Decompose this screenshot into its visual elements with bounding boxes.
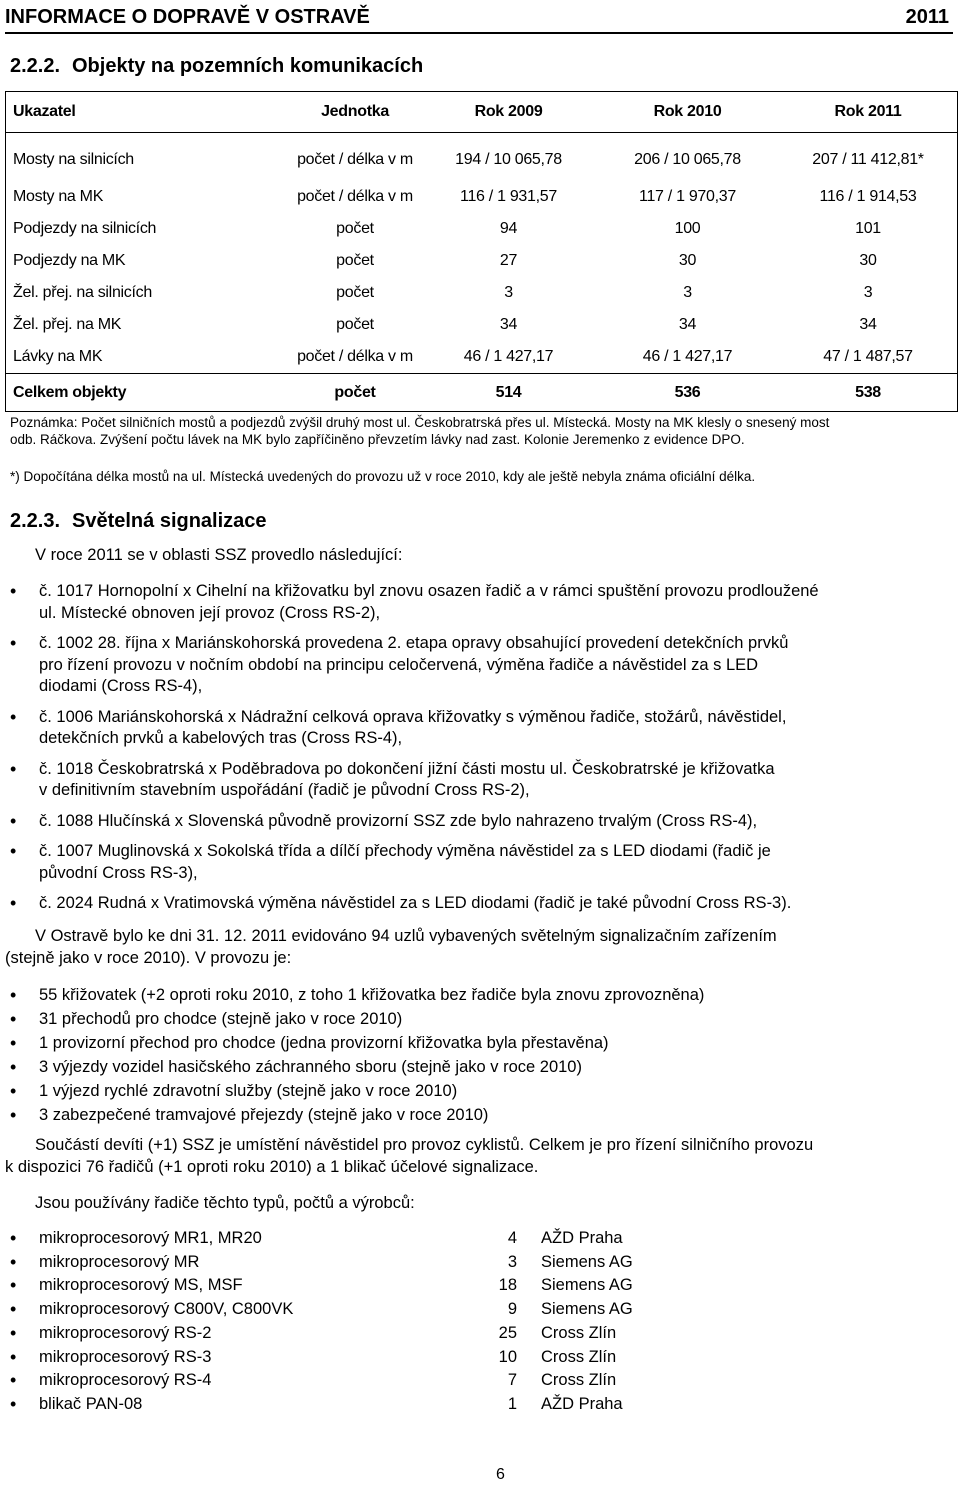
table-cell: 101	[855, 220, 881, 237]
table-cell: Žel. přej. na silnicích	[13, 284, 152, 301]
document-title: INFORMACE O DOPRAVĚ V OSTRAVĚ	[5, 6, 370, 28]
table-cell: 206 / 10 065,78	[634, 151, 741, 168]
list-item: • 55 křižovatek (+2 oproti roku 2010, z toho 1 křižovatka bez řadiče byla znovu zprovozněna)	[5, 983, 955, 1007]
controller-count: 9	[507, 1300, 517, 1319]
table-cell: Celkem objekty	[6, 374, 290, 412]
table-cell: 94	[499, 220, 518, 237]
table-row	[6, 277, 958, 309]
controller-maker: Siemens AG	[541, 1276, 633, 1295]
objects-table	[5, 91, 958, 412]
list-item-line: ul. Místecké obnoven její provoz (Cross RS-2),	[39, 603, 381, 622]
table-cell: Podjezdy na MK	[13, 252, 126, 269]
list-item	[5, 1251, 955, 1275]
section-title: Objekty na pozemních komunikacích	[72, 55, 424, 77]
section-title: Světelná signalizace	[72, 510, 267, 532]
list-item: • 31 přechodů pro chodce (stejně jako v roce 2010)	[5, 1007, 955, 1031]
types-intro: Jsou používány řadiče těchto typů, počtů a výrobců:	[35, 1194, 415, 1212]
table-cell: Mosty na silnicích	[13, 151, 134, 168]
paragraph-line: Součástí devíti (+1) SSZ je umístění návěstidel pro provoz cyklistů. Celkem je pro řízení silničního provozu	[35, 1136, 814, 1154]
table-row	[6, 245, 958, 277]
table-cell: 34	[859, 316, 877, 333]
column-header: Rok 2011	[779, 92, 958, 133]
list-item-line: • č. 1088 Hlučínská x Slovenská původně provizorní SSZ zde bylo nahrazeno trvalým (Cross RS-4),	[39, 811, 758, 830]
controller-type: mikroprocesorový MS, MSF	[39, 1276, 243, 1295]
list-item-line: původní Cross RS-3),	[39, 863, 198, 882]
table-cell: 30	[859, 252, 877, 269]
table-cell: 116 / 1 914,53	[819, 188, 917, 205]
list-item	[5, 1227, 955, 1251]
controller-type: mikroprocesorový C800V, C800VK	[39, 1300, 294, 1319]
controller-count: 18	[498, 1276, 517, 1295]
list-item	[5, 811, 955, 833]
table-cell: 47 / 1 487,57	[823, 348, 913, 365]
controller-count: 25	[498, 1323, 517, 1342]
list-item-line: v definitivním stavebním uspořádání (řadič je původní Cross RS-2),	[39, 781, 530, 799]
table-row	[6, 181, 958, 213]
table-cell: 116 / 1 931,57	[460, 188, 557, 205]
table-cell: Mosty na MK	[13, 188, 104, 205]
table-footnote: *) Dopočítána délka mostů na ul. Místecká uvedených do provozu už v roce 2010, kdy ale ještě nebyla známa oficiální délka.	[10, 469, 756, 484]
table-cell: 46 / 1 427,17	[463, 348, 554, 365]
table-cell: 34	[499, 316, 518, 333]
list-item	[5, 1369, 955, 1393]
table-row	[6, 213, 958, 245]
controller-maker: Cross Zlín	[541, 1371, 617, 1390]
list-item	[5, 707, 955, 750]
table-cell: počet / délka v m	[297, 348, 413, 365]
table-cell: Lávky na MK	[13, 348, 103, 365]
section-heading-objects	[10, 55, 423, 78]
list-item	[5, 893, 955, 915]
column-header: Ukazatel	[6, 92, 290, 133]
list-item-line: pro řízení provozu v nočním období na principu celočervená, výměna řadiče a návěstidel za s LED	[39, 655, 759, 674]
list-item	[5, 1346, 955, 1370]
list-item	[5, 581, 955, 624]
table-cell: 194 / 10 065,78	[455, 151, 562, 168]
list-item	[5, 759, 955, 802]
list-item	[5, 1322, 955, 1346]
section-number: 2.2.3.	[10, 510, 61, 532]
intro-paragraph: V roce 2011 se v oblasti SSZ provedlo následující:	[35, 546, 403, 564]
table-cell: počet	[289, 374, 421, 412]
table-row	[6, 341, 958, 374]
list-item	[5, 1393, 955, 1417]
table-cell: počet	[336, 316, 374, 333]
table-row	[6, 133, 958, 182]
list-item: • 3 výjezdy vozidel hasičského záchranného sboru (stejně jako v roce 2010)	[5, 1055, 955, 1079]
table-cell: počet	[336, 284, 374, 301]
controller-maker: AŽD Praha	[541, 1229, 623, 1247]
table-cell: počet	[336, 220, 374, 237]
paragraph-line: V Ostravě bylo ke dni 31. 12. 2011 evidováno 94 uzlů vybavených světelným signalizačním zařízením	[35, 927, 777, 945]
evidence-paragraph	[5, 926, 955, 969]
table-cell: počet / délka v m	[297, 151, 413, 168]
table-cell: 27	[499, 252, 518, 269]
list-item-line: diodami (Cross RS-4),	[39, 677, 203, 695]
table-cell: 3	[504, 284, 513, 301]
section-heading-signals	[10, 510, 267, 533]
controller-type: blikač PAN-08	[39, 1394, 143, 1413]
list-item: • 1 výjezd rychlé zdravotní služby (stejně jako v roce 2010)	[5, 1079, 955, 1103]
table-cell: 34	[678, 316, 697, 333]
list-item-line: • č. 1017 Hornopolní x Cihelní na křižovatku byl znovu osazen řadič a v rámci spuštění provozu prodloužené	[39, 582, 819, 600]
table-cell: 3	[863, 284, 873, 301]
section-number: 2.2.2.	[10, 55, 61, 77]
table-cell: 3	[683, 284, 692, 301]
list-item	[5, 633, 955, 698]
table-cell: Podjezdy na silnicích	[13, 220, 157, 237]
controller-count: 7	[507, 1371, 517, 1390]
cyclists-paragraph	[5, 1135, 955, 1178]
controller-maker: Cross Zlín	[541, 1323, 617, 1342]
list-item: • 1 provizorní přechod pro chodce (jedna provizorní křižovatka byla přestavěna)	[5, 1031, 955, 1055]
controller-type: mikroprocesorový MR1, MR20	[39, 1229, 262, 1247]
list-item	[5, 1274, 955, 1298]
controller-type: mikroprocesorový MR	[39, 1252, 200, 1271]
table-cell: 514	[421, 374, 596, 412]
page-header	[5, 4, 953, 34]
list-item	[5, 1298, 955, 1322]
list-item-line: detekčních prvků a kabelových tras (Cross RS-4),	[39, 729, 403, 747]
table-cell: 46 / 1 427,17	[642, 348, 733, 365]
column-header: Jednotka	[289, 92, 421, 133]
controller-maker: Siemens AG	[541, 1300, 633, 1319]
table-total-row	[6, 374, 958, 412]
table-cell: 207 / 11 412,81*	[812, 151, 924, 168]
list-item-line: • č. 1006 Mariánskohorská x Nádražní celková oprava křižovatky s výměnou řadiče, stožárů, návěstidel,	[39, 707, 787, 726]
table-cell: 536	[596, 374, 779, 412]
list-item-line: • č. 1007 Muglinovská x Sokolská třída a dílčí přechody výměna návěstidel za s LED diodami (řadič je	[39, 842, 771, 860]
table-header-row	[6, 92, 958, 133]
note-line: odb. Ráčkova. Zvýšení počtu lávek na MK bylo zapříčiněno převzetím lávky nad zast. Kolonie Jeremenko z evidence DPO.	[10, 432, 745, 447]
column-header: Rok 2010	[596, 92, 779, 133]
table-cell: 30	[678, 252, 697, 269]
list-item-line: • č. 1002 28. října x Mariánskohorská provedena 2. etapa opravy obsahující provedení detekčních prvků	[39, 634, 789, 652]
controller-maker: AŽD Praha	[541, 1394, 623, 1413]
controller-count: 4	[507, 1229, 517, 1247]
list-item-line: • č. 1018 Českobratrská x Poděbradova po dokončení jižní části mostu ul. Českobratrské je křižovatka	[39, 759, 775, 778]
table-cell: 538	[779, 374, 958, 412]
table-cell: počet / délka v m	[297, 188, 413, 205]
list-item: • 3 zabezpečené tramvajové přejezdy (stejně jako v roce 2010)	[5, 1103, 955, 1127]
controller-maker: Siemens AG	[541, 1252, 633, 1271]
operation-list	[5, 983, 955, 1127]
page-number: 6	[496, 1466, 505, 1483]
controller-count: 3	[507, 1252, 517, 1271]
table-note	[10, 414, 955, 448]
controllers-list	[5, 1227, 955, 1417]
table-cell: Žel. přej. na MK	[13, 316, 122, 333]
controller-count: 1	[507, 1394, 517, 1413]
paragraph-line: k dispozici 76 řadičů (+1 oproti roku 2010) a 1 blikač účelové signalizace.	[5, 1157, 539, 1176]
paragraph-line: (stejně jako v roce 2010). V provozu je:	[5, 948, 292, 967]
table-cell: 100	[674, 220, 701, 237]
table-row	[6, 309, 958, 341]
column-header: Rok 2009	[421, 92, 596, 133]
controller-type: mikroprocesorový RS-3	[39, 1347, 212, 1366]
note-line: Poznámka: Počet silničních mostů a podjezdů zvýšil druhý most ul. Českobratrská přes ul. Místecká. Mosty na MK klesly o snesený most	[10, 415, 830, 430]
controller-type: mikroprocesorový RS-4	[39, 1371, 212, 1390]
changes-list	[5, 581, 955, 924]
controller-maker: Cross Zlín	[541, 1347, 617, 1366]
list-item-line: • č. 2024 Rudná x Vratimovská výměna návěstidel za s LED diodami (řadič je také původní Cross RS-3).	[39, 894, 792, 912]
controller-type: mikroprocesorový RS-2	[39, 1323, 212, 1342]
table-cell: počet	[336, 252, 374, 269]
document-year: 2011	[905, 6, 949, 28]
list-item	[5, 841, 955, 884]
table-cell: 117 / 1 970,37	[639, 188, 736, 205]
controller-count: 10	[498, 1347, 517, 1366]
